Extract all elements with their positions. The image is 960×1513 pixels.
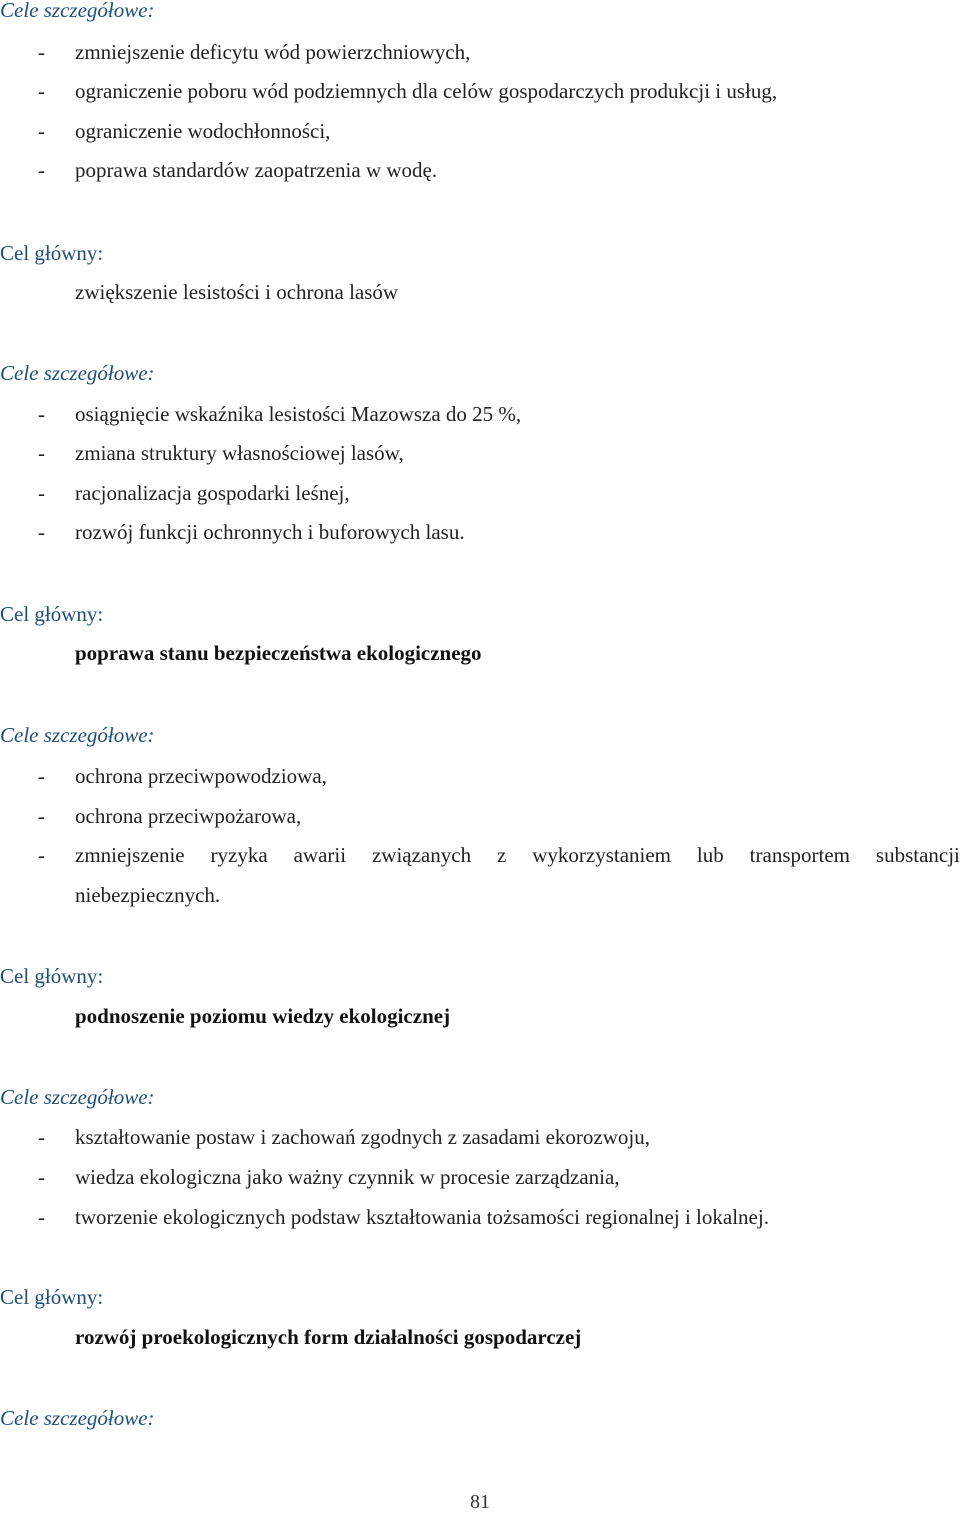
- word: z: [496, 843, 507, 867]
- list-bullet: -: [38, 40, 45, 64]
- word: związanych: [371, 843, 472, 867]
- list-item: ograniczenie poboru wód podziemnych dla celów gospodarczych produkcji i usług,: [75, 79, 778, 103]
- main-goal-title: zwiększenie lesistości i ochrona lasów: [75, 280, 399, 304]
- word: lub: [696, 843, 724, 867]
- list-item: zmiana struktury własnościowej lasów,: [75, 441, 404, 465]
- list-bullet: -: [38, 158, 45, 182]
- list-bullet: -: [38, 1205, 45, 1229]
- list-bullet: -: [38, 1165, 45, 1189]
- main-goal-title: poprawa stanu bezpieczeństwa ekologicznego: [75, 641, 482, 665]
- list-bullet: -: [38, 764, 45, 788]
- main-goal-heading-4: Cel główny:: [0, 964, 104, 988]
- word: ryzyka: [210, 843, 268, 867]
- list-item-continuation: niebezpiecznych.: [75, 883, 221, 907]
- list-bullet: -: [38, 119, 45, 143]
- list-item: zmniejszenie deficytu wód powierzchniowych,: [75, 40, 471, 64]
- list-item: osiągnięcie wskaźnika lesistości Mazowsza do 25 %,: [75, 402, 522, 426]
- list-item: wiedza ekologiczna jako ważny czynnik w procesie zarządzania,: [75, 1165, 620, 1189]
- list-bullet: -: [38, 804, 45, 828]
- main-goal-title: rozwój proekologicznych form działalności gospodarczej: [75, 1325, 582, 1349]
- main-goal-heading-5: Cel główny:: [0, 1285, 104, 1309]
- list-bullet: -: [38, 843, 45, 867]
- list-item-justified: [75, 845, 960, 866]
- list-item: racjonalizacja gospodarki leśnej,: [75, 481, 350, 505]
- list-bullet: -: [38, 441, 45, 465]
- detail-goals-heading-4: Cele szczegółowe:: [0, 1085, 155, 1109]
- page-number: 81: [470, 1491, 490, 1513]
- word: wykorzystaniem: [532, 843, 672, 867]
- list-bullet: -: [38, 1125, 45, 1149]
- list-item: poprawa standardów zaopatrzenia w wodę.: [75, 158, 438, 182]
- main-goal-heading-3: Cel główny:: [0, 602, 104, 626]
- word: zmniejszenie: [75, 843, 185, 867]
- list-item: tworzenie ekologicznych podstaw kształtowania tożsamości regionalnej i lokalnej.: [75, 1205, 769, 1229]
- detail-goals-heading-2: Cele szczegółowe:: [0, 361, 155, 385]
- list-bullet: -: [38, 402, 45, 426]
- word: transportem: [749, 843, 850, 867]
- detail-goals-heading-3: Cele szczegółowe:: [0, 723, 155, 747]
- word: substancji: [875, 843, 960, 867]
- detail-goals-heading-5: Cele szczegółowe:: [0, 1406, 155, 1430]
- list-bullet: -: [38, 481, 45, 505]
- list-bullet: -: [38, 79, 45, 103]
- list-item: ograniczenie wodochłonności,: [75, 119, 331, 143]
- main-goal-title: podnoszenie poziomu wiedzy ekologicznej: [75, 1004, 451, 1028]
- list-item: ochrona przeciwpowodziowa,: [75, 764, 327, 788]
- list-item: ochrona przeciwpożarowa,: [75, 804, 302, 828]
- list-item: kształtowanie postaw i zachowań zgodnych z zasadami ekorozwoju,: [75, 1125, 650, 1149]
- word: awarii: [293, 843, 347, 867]
- detail-goals-heading-1: Cele szczegółowe:: [0, 0, 155, 22]
- main-goal-heading-2: Cel główny:: [0, 241, 104, 265]
- list-item: rozwój funkcji ochronnych i buforowych lasu.: [75, 520, 465, 544]
- list-bullet: -: [38, 520, 45, 544]
